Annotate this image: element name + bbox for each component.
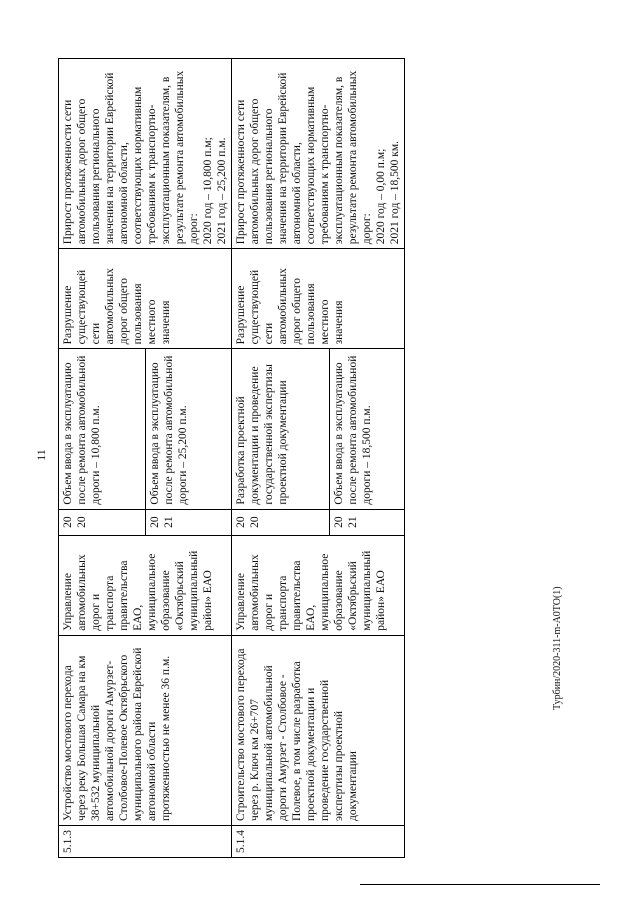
- footer-divider: [360, 884, 600, 885]
- year: 2020: [59, 509, 146, 535]
- executor: Управление автомобильных дорог и транспорта правительства ЕАО, муниципальное образование «Октябрьский муниципальный район» ЕАО: [59, 535, 232, 635]
- risk: Разрушение существующей сети автомобильных дорог общего пользования местного значения: [232, 249, 405, 349]
- table-row: [59, 59, 146, 858]
- year: 2021: [145, 509, 232, 535]
- page-number: 11: [34, 449, 48, 461]
- result: Прирост протяженности сети автомобильных дорог общего пользования регионального значения на территории Еврейской автономной области, соответствующих нормативным требованиям к транспортно-эксплуатационным показателям, в результате ремонта автомобильных дорог: 2020 год – 10,800 п.м; 2021 год – 25,200 п.м.: [59, 59, 232, 249]
- executor: Управление автомобильных дорог и транспорта правительства ЕАО, муниципальное образование «Октябрьский муниципальный район» ЕАО: [232, 535, 405, 635]
- indicator: Объем ввода в эксплуатацию после ремонта автомобильной дороги – 25,200 п.м.: [145, 349, 232, 509]
- year: 2021: [329, 509, 404, 535]
- table-row: [232, 59, 330, 858]
- document-code: Турбин/2020-311-m-A0TO(1): [552, 586, 563, 710]
- measure-name: Строительство мостового перехода через р. Ключ км 26+707 муниципальной автомобильной дороги Амурзет - Столбовое - Полевое, в том числе разработка проектной документации и проведение государственной экспертизы проектной документации: [232, 635, 405, 825]
- year: 2020: [232, 509, 330, 535]
- row-number: 5.1.4: [232, 825, 405, 857]
- row-number: 5.1.3: [59, 825, 232, 857]
- result: Прирост протяженности сети автомобильных дорог общего пользования регионального значения на территории Еврейской автономной области, соответствующих нормативным требованиям к транспортно-эксплуатационным показателям, в результате ремонта автомобильных дорог: 2020 год – 0,00 п.м; 2021 год – 18,500 км.: [232, 59, 405, 249]
- program-table: [58, 58, 405, 858]
- program-table-rotated: [58, 58, 570, 858]
- measure-name: Устройство мостового перехода через реку Большая Самара на км 38+532 муниципальной автомобильной дороги Амурзет-Столбовое-Полевое Октябрьского муниципального района Еврейской автономной области протяженностью не менее 36 п.м.: [59, 635, 232, 825]
- indicator: Объем ввода в эксплуатацию после ремонта автомобильной дороги – 18,500 п.м.: [329, 349, 404, 509]
- risk: Разрушение существующей сети автомобильных дорог общего пользования местного значения: [59, 249, 232, 349]
- indicator: Объем ввода в эксплуатацию после ремонта автомобильной дороги – 10,800 п.м.: [59, 349, 146, 509]
- indicator: Разработка проектной документации и проведение государственной экспертизы проектной документации: [232, 349, 330, 509]
